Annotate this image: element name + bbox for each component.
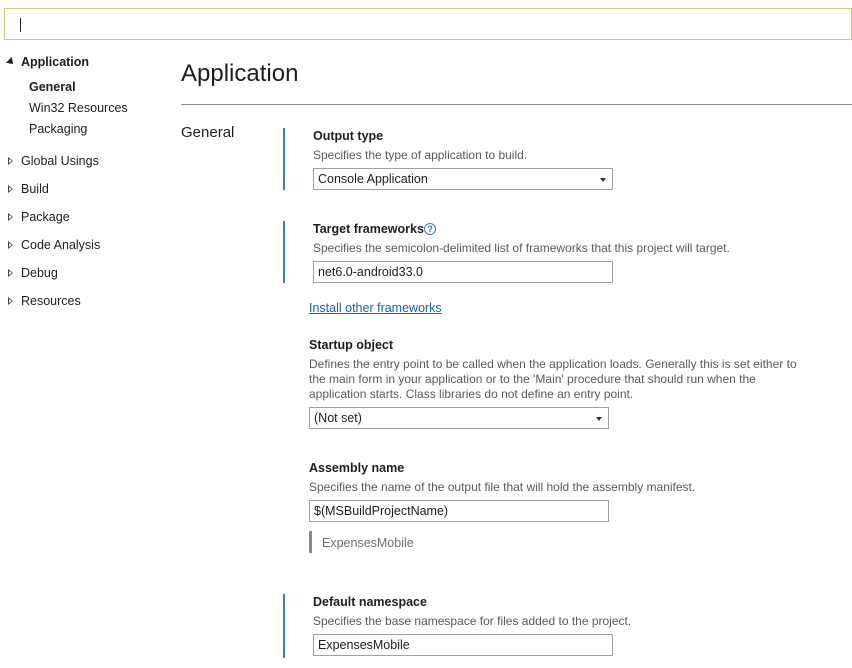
assembly-name-evaluated-value: ExpensesMobile: [322, 536, 414, 550]
assembly-name-title: Assembly name: [309, 461, 405, 475]
evaluated-value-bar: [309, 531, 312, 553]
startup-object-description: Defines the entry point to be called when the application loads. Generally this is set either to the main form in your application or to the 'Main' procedure that should run when the application starts. Class libraries do not define an entry point.: [309, 357, 797, 401]
assembly-name-input[interactable]: $(MSBuildProjectName): [309, 500, 609, 522]
chevron-down-icon: [596, 417, 602, 421]
collapsed-arrow-icon: [7, 207, 15, 227]
sidebar-item-label: Code Analysis: [21, 238, 101, 252]
sidebar-item-label: Global Usings: [21, 154, 99, 168]
search-input[interactable]: [4, 8, 852, 40]
output-type-title: Output type: [313, 129, 384, 143]
property-indicator-bar: [283, 128, 285, 190]
target-frameworks-description: Specifies the semicolon-delimited list of frameworks that this project will target.: [313, 241, 730, 255]
sidebar-item-label: Resources: [21, 294, 81, 308]
sidebar-item-label: Build: [21, 182, 49, 196]
sidebar-item-label: Debug: [21, 266, 58, 280]
property-indicator-bar: [283, 594, 285, 658]
sidebar-item-general[interactable]: General: [29, 80, 76, 94]
output-type-dropdown[interactable]: [313, 168, 613, 190]
property-indicator-bar: [283, 221, 285, 283]
startup-object-title: Startup object: [309, 338, 394, 352]
collapsed-arrow-icon: [7, 263, 15, 283]
expanded-arrow-icon: [7, 52, 15, 72]
section-label: General: [181, 124, 235, 141]
output-type-value: Console Application: [318, 172, 428, 186]
sidebar-item-label: Application: [21, 55, 90, 69]
default-namespace-input[interactable]: ExpensesMobile: [313, 634, 613, 656]
help-icon[interactable]: ?: [424, 223, 436, 235]
text-caret: [20, 18, 21, 32]
default-namespace-title: Default namespace: [313, 595, 427, 609]
collapsed-arrow-icon: [7, 235, 15, 255]
sidebar-item-packaging[interactable]: Packaging: [29, 122, 88, 136]
default-namespace-description: Specifies the base namespace for files added to the project.: [313, 614, 632, 628]
page-title: Application: [181, 60, 299, 87]
startup-object-value: (Not set): [314, 411, 362, 425]
sidebar-item-label: Package: [21, 210, 70, 224]
title-divider: [181, 104, 852, 105]
target-frameworks-input[interactable]: net6.0-android33.0: [313, 261, 613, 283]
collapsed-arrow-icon: [7, 151, 15, 171]
collapsed-arrow-icon: [7, 291, 15, 311]
startup-object-dropdown[interactable]: [309, 407, 609, 429]
sidebar-item-win32-resources[interactable]: Win32 Resources: [29, 101, 128, 115]
collapsed-arrow-icon: [7, 179, 15, 199]
assembly-name-description: Specifies the name of the output file that will hold the assembly manifest.: [309, 480, 696, 494]
install-other-frameworks-link[interactable]: Install other frameworks: [309, 301, 442, 315]
output-type-description: Specifies the type of application to build.: [313, 148, 528, 162]
chevron-down-icon: [600, 178, 606, 182]
target-frameworks-title: Target frameworks: [313, 222, 424, 236]
